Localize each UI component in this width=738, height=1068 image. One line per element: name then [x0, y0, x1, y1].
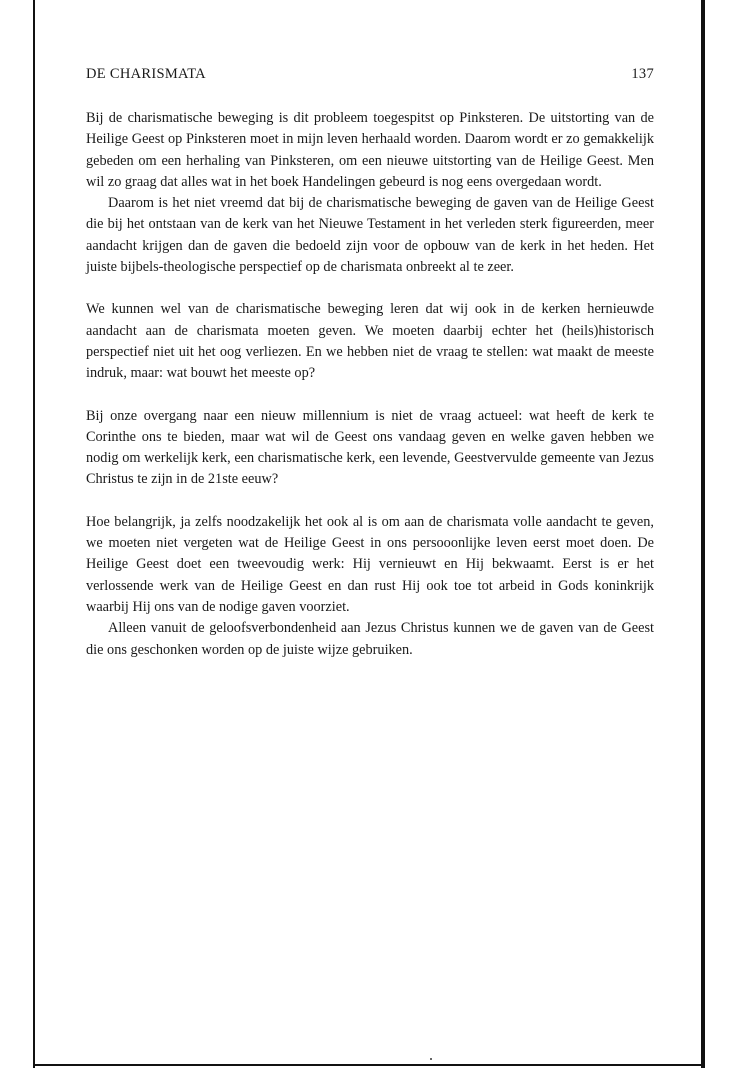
- bottom-margin-rule: [33, 1064, 705, 1066]
- paragraph: Hoe belangrijk, ja zelfs noodzakelijk het ook al is om aan de charismata volle aandacht te geven, we moeten niet vergeten wat de Heilige Geest in ons persooonlijke leven eerst moet doen. De Heilige Geest doet een tweevoudig werk: Hij vernieuwt en Hij bekwaamt. Eerst is er het verlossende werk van de Heilige Geest en dan rust Hij ook toe tot arbeid in Gods koninkrijk waarbij Hij ons van de nodige gaven voorziet.: [86, 513, 654, 615]
- scan-speck: [430, 1058, 432, 1060]
- paragraph: Bij de charismatische beweging is dit probleem toegespitst op Pinksteren. De uitstorting van de Heilige Geest op Pinksteren moet in mijn leven herhaald worden. Daarom wordt er zo gemakkelijk gebeden om een herhaling van Pinksteren, om een nieuwe uitstorting van de Heilige Geest. Men wil zo graag dat alles wat in het boek Handelingen gebeurd is nog eens overgedaan wordt.: [86, 110, 654, 190]
- page-number: 137: [631, 66, 654, 82]
- running-header: [86, 66, 654, 88]
- body-text: [86, 108, 654, 661]
- paragraph: Alleen vanuit de geloofsverbondenheid aan Jezus Christus kunnen we de gaven van de Geest die ons geschonken worden op de juiste wijze gebruiken.: [86, 620, 654, 658]
- paragraph: Bij onze overgang naar een nieuw millennium is niet de vraag actueel: wat heeft de kerk te Corinthe ons te bieden, maar wat wil de Geest ons vandaag geven en welke gaven hebben we nodig om werkelijk kerk, een charismatische kerk, een levende, Geestvervulde gemeente van Jezus Christus te zijn in de 21ste eeuw?: [86, 407, 654, 488]
- paragraph: We kunnen wel van de charismatische beweging leren dat wij ook in de kerken hernieuwde aandacht aan de charismata moeten geven. We moeten daarbij echter het (heils)historisch perspectief niet uit het oog verliezen. En we hebben niet de vraag te stellen: wat maakt de meeste indruk, maar: wat bouwt het meeste op?: [86, 301, 654, 382]
- chapter-title: DE CHARISMATA: [86, 66, 206, 82]
- right-margin-rule: [701, 0, 705, 1068]
- book-page: [86, 66, 654, 661]
- paragraph: Daarom is het niet vreemd dat bij de charismatische beweging de gaven van de Heilige Geest die bij het ontstaan van de kerk van het Nieuwe Testament in het verleden sterk figureerden, meer aandacht krijgen dan de gaven die bedoeld zijn voor de opbouw van de kerk in het heden. Het juiste bijbels-theologische perspectief op de charismata onbreekt al te zeer.: [86, 195, 654, 276]
- left-margin-rule: [33, 0, 35, 1068]
